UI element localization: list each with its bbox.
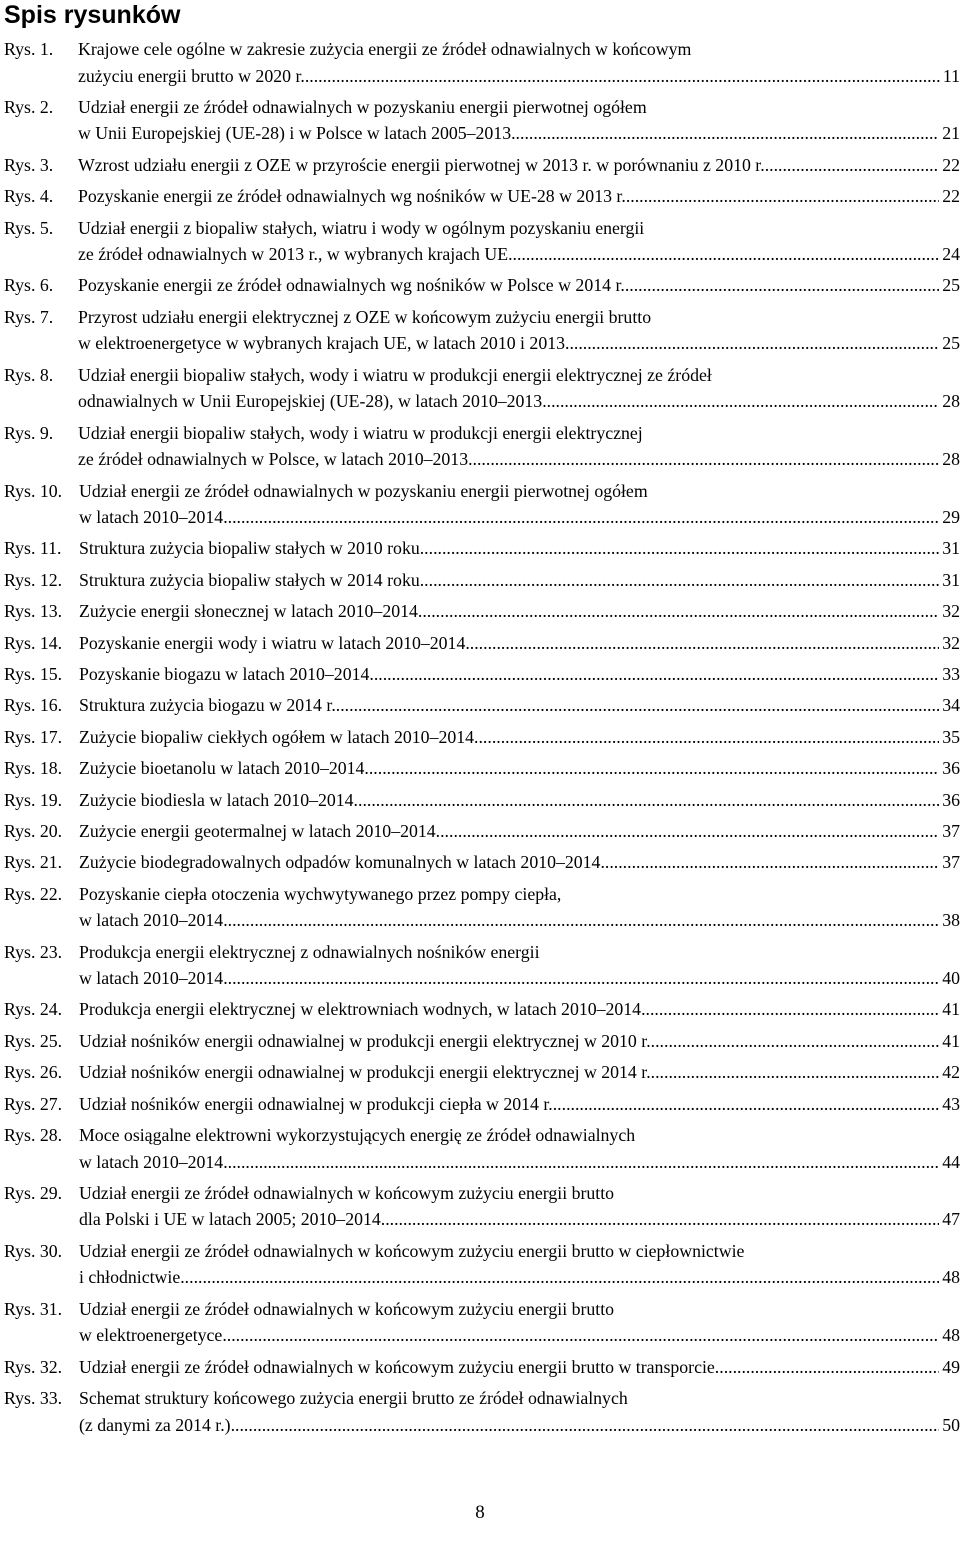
caption-last-line <box>79 535 960 562</box>
figure-caption <box>79 478 960 531</box>
figure-entry[interactable] <box>4 1122 960 1175</box>
figure-caption <box>79 535 960 562</box>
dot-leader <box>364 755 939 782</box>
figure-number: Rys. 10. <box>4 480 63 501</box>
figure-caption <box>79 849 960 876</box>
figure-page-number[interactable]: 31 <box>942 569 960 590</box>
figure-page-number[interactable]: 29 <box>942 507 960 528</box>
caption-line: Pozyskanie biogazu w latach 2010‒2014 <box>79 663 370 684</box>
figure-entry[interactable] <box>4 1091 960 1118</box>
figure-page-number[interactable]: 41 <box>942 999 960 1020</box>
caption-line: Udział nośników energii odnawialnej w produkcji energii elektrycznej w 2014 r. <box>79 1062 651 1083</box>
caption-last-line <box>79 692 960 719</box>
figure-entry[interactable] <box>4 692 960 719</box>
figure-caption <box>79 1238 960 1291</box>
dot-leader <box>715 1354 939 1381</box>
dot-leader <box>474 724 939 751</box>
figure-number: Rys. 21. <box>4 852 63 873</box>
caption-last-line <box>79 1264 960 1291</box>
figure-page-number[interactable]: 37 <box>942 852 960 873</box>
figure-page-number[interactable]: 22 <box>942 186 960 207</box>
dot-leader <box>651 1028 940 1055</box>
figure-caption <box>78 152 960 179</box>
figure-caption <box>79 724 960 751</box>
caption-last-line <box>79 630 960 657</box>
figure-entry[interactable] <box>4 215 960 268</box>
figure-number: Rys. 26. <box>4 1062 63 1083</box>
caption-line: w latach 2010‒2014 <box>79 507 224 528</box>
figure-page-number[interactable]: 37 <box>942 820 960 841</box>
figure-entry[interactable] <box>4 535 960 562</box>
figure-caption <box>79 881 960 934</box>
figure-number: Rys. 8. <box>4 364 54 385</box>
caption-last-line <box>79 661 960 688</box>
dot-leader <box>641 996 939 1023</box>
figure-page-number[interactable]: 21 <box>942 123 960 144</box>
figure-number: Rys. 27. <box>4 1093 63 1114</box>
figure-entry[interactable] <box>4 420 960 473</box>
figure-number: Rys. 28. <box>4 1125 63 1146</box>
dot-leader <box>765 152 940 179</box>
caption-line: Moce osiągalne elektrowni wykorzystujących energię ze źródeł odnawialnych <box>79 1125 636 1146</box>
dot-leader <box>223 504 939 531</box>
figure-caption <box>79 1028 960 1055</box>
figure-entry[interactable] <box>4 755 960 782</box>
figure-entry[interactable] <box>4 787 960 814</box>
caption-line: Zużycie biodegradowalnych odpadów komunalnych w latach 2010‒2014 <box>79 852 601 873</box>
figure-number: Rys. 29. <box>4 1182 63 1203</box>
figure-number: Rys. 13. <box>4 601 63 622</box>
figure-number: Rys. 14. <box>4 632 63 653</box>
figure-page-number[interactable]: 25 <box>942 275 960 296</box>
figure-page-number[interactable]: 40 <box>942 968 960 989</box>
caption-last-line <box>79 1028 960 1055</box>
caption-last-line <box>79 1322 960 1349</box>
caption-line: Udział energii ze źródeł odnawialnych w końcowym zużyciu energii brutto w ciepłownictwie <box>79 1240 745 1261</box>
caption-last-line <box>78 272 960 299</box>
figure-entry[interactable] <box>4 1238 960 1291</box>
caption-last-line <box>78 183 960 210</box>
figure-page-number[interactable]: 50 <box>942 1414 960 1435</box>
caption-last-line <box>79 567 960 594</box>
figure-entry[interactable] <box>4 36 960 89</box>
figure-caption <box>79 567 960 594</box>
figure-caption <box>79 818 960 845</box>
dot-leader <box>542 388 939 415</box>
figure-entry[interactable] <box>4 1385 960 1438</box>
figure-number: Rys. 30. <box>4 1240 63 1261</box>
figure-page-number[interactable]: 38 <box>942 910 960 931</box>
dot-leader <box>223 965 939 992</box>
caption-last-line <box>78 152 960 179</box>
figure-page-number[interactable]: 41 <box>942 1030 960 1051</box>
figure-entry[interactable] <box>4 272 960 299</box>
figure-page-number[interactable]: 48 <box>942 1325 960 1346</box>
caption-last-line <box>79 849 960 876</box>
figure-page-number[interactable]: 36 <box>942 758 960 779</box>
figure-page-number[interactable]: 25 <box>942 333 960 354</box>
figure-caption <box>79 787 960 814</box>
caption-last-line <box>78 446 960 473</box>
figure-caption <box>79 1091 960 1118</box>
figure-entry[interactable] <box>4 1296 960 1349</box>
figure-number: Rys. 24. <box>4 999 63 1020</box>
caption-line: Zużycie energii słonecznej w latach 2010‒2014 <box>79 601 418 622</box>
figure-page-number[interactable]: 22 <box>942 154 960 175</box>
figure-number: Rys. 22. <box>4 883 63 904</box>
caption-line: ze źródeł odnawialnych w 2013 r., w wybranych krajach UE <box>78 244 509 265</box>
page-number: 8 <box>475 1502 485 1523</box>
figure-page-number[interactable]: 33 <box>942 663 960 684</box>
figure-caption <box>79 1180 960 1233</box>
caption-line: Udział energii ze źródeł odnawialnych w końcowym zużyciu energii brutto w transporcie <box>79 1356 715 1377</box>
caption-last-line <box>79 1149 960 1176</box>
figure-page-number[interactable]: 47 <box>942 1209 960 1230</box>
figure-caption <box>79 692 960 719</box>
caption-last-line <box>79 1354 960 1381</box>
caption-last-line <box>79 1091 960 1118</box>
figure-caption <box>78 215 960 268</box>
figure-number: Rys. 32. <box>4 1356 63 1377</box>
caption-line: Produkcja energii elektrycznej w elektrowniach wodnych, w latach 2010‒2014 <box>79 999 642 1020</box>
caption-last-line <box>79 755 960 782</box>
caption-last-line <box>78 330 960 357</box>
caption-last-line <box>79 787 960 814</box>
caption-line: Struktura zużycia biogazu w 2014 r. <box>79 695 336 716</box>
caption-line: Zużycie biopaliw ciekłych ogółem w latach 2010‒2014 <box>79 726 475 747</box>
figure-number: Rys. 12. <box>4 569 63 590</box>
figure-page-number[interactable]: 24 <box>942 244 960 265</box>
caption-line: Przyrost udziału energii elektrycznej z OZE w końcowym zużyciu energii brutto <box>78 306 652 327</box>
figure-page-number[interactable]: 11 <box>942 65 960 86</box>
figure-number: Rys. 9. <box>4 422 54 443</box>
caption-last-line <box>78 63 960 90</box>
caption-line: Produkcja energii elektrycznej z odnawialnych nośników energii <box>79 941 540 962</box>
figure-number: Rys. 33. <box>4 1388 63 1408</box>
figure-entry[interactable] <box>4 598 960 625</box>
caption-last-line <box>79 818 960 845</box>
figure-number: Rys. 23. <box>4 941 63 962</box>
dot-leader <box>565 330 939 357</box>
figure-entry[interactable] <box>4 996 960 1023</box>
dot-leader <box>468 446 939 473</box>
figure-caption <box>78 183 960 210</box>
dot-leader <box>231 1412 940 1439</box>
caption-line: Zużycie bioetanolu w latach 2010‒2014 <box>79 758 365 779</box>
figure-number: Rys. 5. <box>4 217 54 238</box>
caption-last-line <box>78 388 960 415</box>
caption-line: Struktura zużycia biopaliw stałych w 2014 roku <box>79 569 420 590</box>
figure-entry[interactable] <box>4 1028 960 1055</box>
figure-caption <box>79 1059 960 1086</box>
figure-entry[interactable] <box>4 661 960 688</box>
caption-line: w latach 2010‒2014 <box>79 1151 224 1172</box>
figure-number: Rys. 18. <box>4 758 63 779</box>
caption-line: Udział energii biopaliw stałych, wody i wiatru w produkcji energii elektrycznej <box>78 422 643 443</box>
figure-caption <box>78 94 960 147</box>
figure-number: Rys. 25. <box>4 1030 63 1051</box>
figure-entry[interactable] <box>4 724 960 751</box>
figure-caption <box>79 1385 960 1438</box>
dot-leader <box>223 1149 939 1176</box>
caption-line: Zużycie biodiesla w latach 2010‒2014 <box>79 789 354 810</box>
figure-entry[interactable] <box>4 1059 960 1086</box>
figure-caption <box>79 755 960 782</box>
caption-line: Udział energii ze źródeł odnawialnych w końcowym zużyciu energii brutto <box>79 1182 615 1203</box>
caption-last-line <box>79 598 960 625</box>
dot-leader <box>625 272 939 299</box>
figure-entry[interactable] <box>4 939 960 992</box>
figure-number: Rys. 11. <box>4 538 62 559</box>
figure-entry[interactable] <box>4 849 960 876</box>
dot-leader <box>381 1206 939 1233</box>
caption-line: Zużycie energii geotermalnej w latach 2010‒2014 <box>79 820 436 841</box>
figure-caption <box>79 661 960 688</box>
figure-caption <box>79 1296 960 1349</box>
caption-line: Udział nośników energii odnawialnej w produkcji ciepła w 2014 r. <box>79 1093 553 1114</box>
figure-caption <box>79 630 960 657</box>
dot-leader <box>305 63 940 90</box>
dot-leader <box>420 567 939 594</box>
figure-entry[interactable] <box>4 183 960 210</box>
caption-line: w Unii Europejskiej (UE-28) i w Polsce w latach 2005‒2013. <box>78 123 516 144</box>
figure-number: Rys. 3. <box>4 154 54 175</box>
figure-number: Rys. 7. <box>4 306 54 327</box>
dot-leader <box>369 661 939 688</box>
figure-entry[interactable] <box>4 362 960 415</box>
list-of-figures <box>4 36 960 1438</box>
figure-number: Rys. 6. <box>4 275 54 296</box>
figure-entry[interactable] <box>4 152 960 179</box>
caption-line: w latach 2010‒2014 <box>79 968 224 989</box>
dot-leader <box>516 120 940 147</box>
figure-entry[interactable] <box>4 1354 960 1381</box>
dot-leader <box>418 598 939 625</box>
caption-line: Wzrost udziału energii z OZE w przyroście energii pierwotnej w 2013 r. w porównaniu z 2010 r. <box>78 154 765 175</box>
dot-leader <box>553 1091 939 1118</box>
caption-line: Udział energii ze źródeł odnawialnych w pozyskaniu energii pierwotnej ogółem <box>78 96 647 117</box>
caption-line: zużyciu energii brutto w 2020 r. <box>78 65 305 86</box>
dot-leader <box>180 1264 939 1291</box>
dot-leader <box>336 692 939 719</box>
figure-number: Rys. 17. <box>4 726 63 747</box>
figure-caption <box>79 1354 960 1381</box>
caption-line: Pozyskanie ciepła otoczenia wychwytywanego przez pompy ciepła, <box>79 883 562 904</box>
figure-caption <box>79 598 960 625</box>
figure-page-number[interactable]: 34 <box>942 695 960 716</box>
caption-last-line <box>79 504 960 531</box>
figure-entry[interactable] <box>4 630 960 657</box>
caption-line: Krajowe cele ogólne w zakresie zużycia energii ze źródeł odnawialnych w końcowym <box>78 39 692 59</box>
figure-page-number[interactable]: 28 <box>942 449 960 470</box>
caption-line: Pozyskanie energii ze źródeł odnawialnych wg nośników w UE-28 w 2013 r. <box>78 186 626 207</box>
figure-entry[interactable] <box>4 881 960 934</box>
dot-leader <box>354 787 940 814</box>
figure-page-number[interactable]: 32 <box>942 632 960 653</box>
figure-page-number[interactable]: 28 <box>942 391 960 412</box>
figure-caption <box>79 996 960 1023</box>
caption-last-line <box>79 965 960 992</box>
figure-page-number[interactable]: 31 <box>942 538 960 559</box>
caption-last-line <box>79 996 960 1023</box>
caption-line: Struktura zużycia biopaliw stałych w 2010 roku <box>79 538 420 559</box>
figure-entry[interactable] <box>4 1180 960 1233</box>
dot-leader <box>508 241 939 268</box>
figure-page-number[interactable]: 43 <box>942 1093 960 1114</box>
figure-caption <box>78 362 960 415</box>
caption-last-line <box>79 1059 960 1086</box>
caption-last-line <box>79 907 960 934</box>
figure-caption <box>79 939 960 992</box>
caption-line: i chłodnictwie <box>79 1267 181 1288</box>
caption-line: w elektroenergetyce <box>79 1325 223 1346</box>
figure-entry[interactable] <box>4 567 960 594</box>
figure-number: Rys. 4. <box>4 186 54 207</box>
dot-leader <box>651 1059 940 1086</box>
dot-leader <box>223 907 939 934</box>
figure-number: Rys. 31. <box>4 1298 63 1319</box>
figure-number: Rys. 19. <box>4 789 63 810</box>
caption-line: Pozyskanie energii wody i wiatru w latach 2010‒2014 <box>79 632 466 653</box>
figure-entry[interactable] <box>4 818 960 845</box>
figure-page-number[interactable]: 35 <box>942 726 960 747</box>
dot-leader <box>626 183 939 210</box>
dot-leader <box>222 1322 939 1349</box>
figure-number: Rys. 20. <box>4 820 63 841</box>
caption-line: Udział energii ze źródeł odnawialnych w pozyskaniu energii pierwotnej ogółem <box>79 480 648 501</box>
figure-number: Rys. 1. <box>4 39 54 59</box>
caption-line: Udział energii ze źródeł odnawialnych w końcowym zużyciu energii brutto <box>79 1298 615 1319</box>
figure-number: Rys. 2. <box>4 96 54 117</box>
figure-page-number[interactable]: 44 <box>942 1151 960 1172</box>
figure-page-number[interactable]: 36 <box>942 789 960 810</box>
figure-caption <box>79 1122 960 1175</box>
caption-last-line <box>78 120 960 147</box>
caption-last-line <box>79 1206 960 1233</box>
caption-line: Pozyskanie energii ze źródeł odnawialnych wg nośników w Polsce w 2014 r. <box>78 275 625 296</box>
caption-line: dla Polski i UE w latach 2005; 2010‒2014 <box>79 1209 381 1230</box>
dot-leader <box>436 818 940 845</box>
caption-last-line <box>79 724 960 751</box>
dot-leader <box>420 535 939 562</box>
caption-line: Udział nośników energii odnawialnej w produkcji energii elektrycznej w 2010 r. <box>79 1030 651 1051</box>
caption-line: ze źródeł odnawialnych w Polsce, w latach 2010‒2013 <box>78 449 469 470</box>
caption-line: Udział energii z biopaliw stałych, wiatru i wody w ogólnym pozyskaniu energii <box>78 217 645 238</box>
dot-leader <box>465 630 939 657</box>
caption-line: w latach 2010‒2014 <box>79 910 224 931</box>
figure-caption <box>78 36 960 89</box>
figure-entry[interactable] <box>4 94 960 147</box>
caption-line: (z danymi za 2014 r.) <box>79 1414 231 1435</box>
caption-line: Udział energii biopaliw stałych, wody i wiatru w produkcji energii elektrycznej ze źródeł <box>78 364 712 385</box>
figure-entry[interactable] <box>4 304 960 357</box>
figure-entry[interactable] <box>4 478 960 531</box>
figure-caption <box>78 272 960 299</box>
caption-last-line <box>78 241 960 268</box>
figure-number: Rys. 15. <box>4 663 63 684</box>
figure-caption <box>78 304 960 357</box>
dot-leader <box>600 849 939 876</box>
figure-number: Rys. 16. <box>4 695 63 716</box>
figure-page-number[interactable]: 32 <box>942 601 960 622</box>
caption-line: w elektroenergetyce w wybranych krajach UE, w latach 2010 i 2013 <box>78 333 565 354</box>
figure-page-number[interactable]: 49 <box>942 1356 960 1377</box>
figure-page-number[interactable]: 42 <box>942 1062 960 1083</box>
caption-line: Schemat struktury końcowego zużycia energii brutto ze źródeł odnawialnych <box>79 1388 628 1408</box>
figure-page-number[interactable]: 48 <box>942 1267 960 1288</box>
caption-last-line <box>79 1412 960 1439</box>
figure-caption <box>78 420 960 473</box>
caption-line: odnawialnych w Unii Europejskiej (UE-28), w latach 2010‒2013 <box>78 391 543 412</box>
page-title: Spis rysunków <box>4 1 181 29</box>
